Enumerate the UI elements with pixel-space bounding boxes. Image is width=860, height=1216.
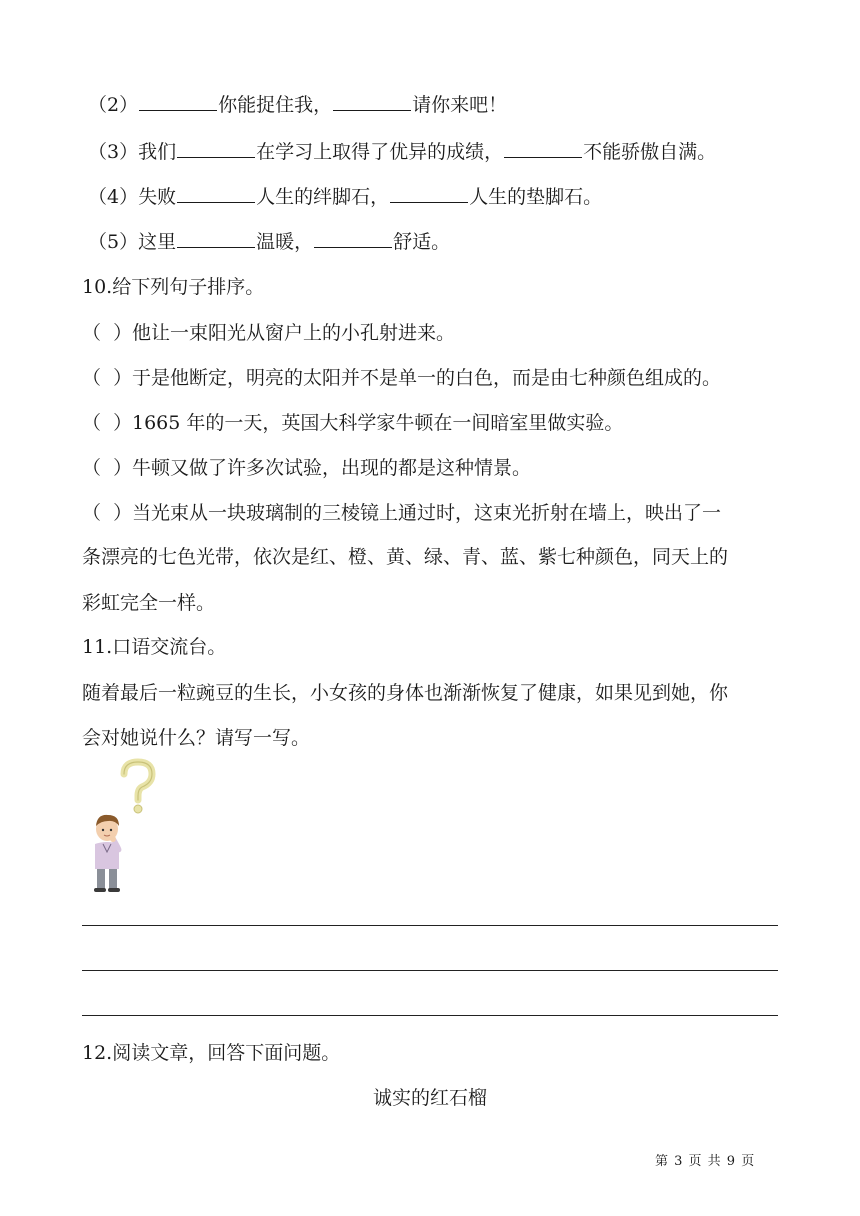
item-text-b: 舒适。 — [393, 231, 451, 253]
blank-1[interactable] — [177, 229, 255, 248]
q10-sentence: （ ）1665 年的一天，英国大科学家牛顿在一间暗室里做实验。 — [82, 412, 624, 434]
q9-item-3 — [88, 139, 716, 165]
item-text-a: 你能捉住我， — [218, 94, 333, 116]
q9-item-2 — [88, 92, 507, 118]
item-text-b: 不能骄傲自满。 — [583, 141, 717, 163]
q10-sentence: （ ）他让一束阳光从窗户上的小孔射进来。 — [82, 322, 456, 344]
blank-1[interactable] — [177, 184, 255, 203]
q10-title: 10.给下列句子排序。 — [82, 276, 265, 298]
item-text-b: 人生的垫脚石。 — [469, 186, 603, 208]
q12-title: 12.阅读文章，回答下面问题。 — [82, 1042, 341, 1064]
page-footer: 第 3 页 共 9 页 — [655, 1154, 756, 1169]
item-text-a: 温暖， — [256, 231, 314, 253]
order-blank[interactable]: （ ） — [82, 412, 133, 434]
item-text-pre: 我们 — [138, 141, 177, 163]
q10-sentence: （ ）牛顿又做了许多次试验，出现的都是这种情景。 — [82, 457, 532, 479]
blank-1[interactable] — [139, 92, 217, 111]
q9-item-4 — [88, 184, 602, 210]
answer-line-1[interactable] — [82, 925, 778, 926]
item-text-pre: 这里 — [138, 231, 177, 253]
q9-item-5 — [88, 229, 450, 255]
q10-sentence-continuation: 彩虹完全一样。 — [82, 592, 216, 614]
blank-2[interactable] — [504, 139, 582, 158]
blank-1[interactable] — [177, 139, 255, 158]
answer-line-2[interactable] — [82, 970, 778, 971]
article-title: 诚实的红石榴 — [372, 1087, 487, 1109]
item-number: （5） — [88, 231, 139, 253]
q10-sentence: （ ）于是他断定，明亮的太阳并不是单一的白色，而是由七种颜色组成的。 — [82, 367, 722, 389]
order-blank[interactable]: （ ） — [82, 457, 133, 479]
q10-sentence-continuation: 条漂亮的七色光带，依次是红、橙、黄、绿、青、蓝、紫七种颜色，同天上的 — [82, 546, 729, 568]
q11-prompt: 会对她说什么？请写一写。 — [82, 727, 311, 749]
answer-line-3[interactable] — [82, 1015, 778, 1016]
item-number: （2） — [88, 94, 139, 116]
q11-prompt: 随着最后一粒豌豆的生长，小女孩的身体也渐渐恢复了健康，如果见到她，你 — [82, 682, 729, 704]
item-number: （3） — [88, 141, 139, 163]
item-text-a: 在学习上取得了优异的成绩， — [256, 141, 504, 163]
q11-title: 11.口语交流台。 — [82, 636, 227, 658]
item-text-a: 人生的绊脚石， — [256, 186, 390, 208]
blank-2[interactable] — [333, 92, 411, 111]
blank-2[interactable] — [390, 184, 468, 203]
item-number: （4） — [88, 186, 139, 208]
order-blank[interactable]: （ ） — [82, 367, 133, 389]
order-blank[interactable]: （ ） — [82, 322, 133, 344]
blank-2[interactable] — [314, 229, 392, 248]
thinking-person-icon — [84, 756, 174, 896]
order-blank[interactable]: （ ） — [82, 502, 133, 524]
item-text-pre: 失败 — [138, 186, 177, 208]
q10-sentence: （ ）当光束从一块玻璃制的三棱镜上通过时，这束光折射在墙上，映出了一 — [82, 502, 722, 524]
item-text-b: 请你来吧！ — [412, 94, 508, 116]
